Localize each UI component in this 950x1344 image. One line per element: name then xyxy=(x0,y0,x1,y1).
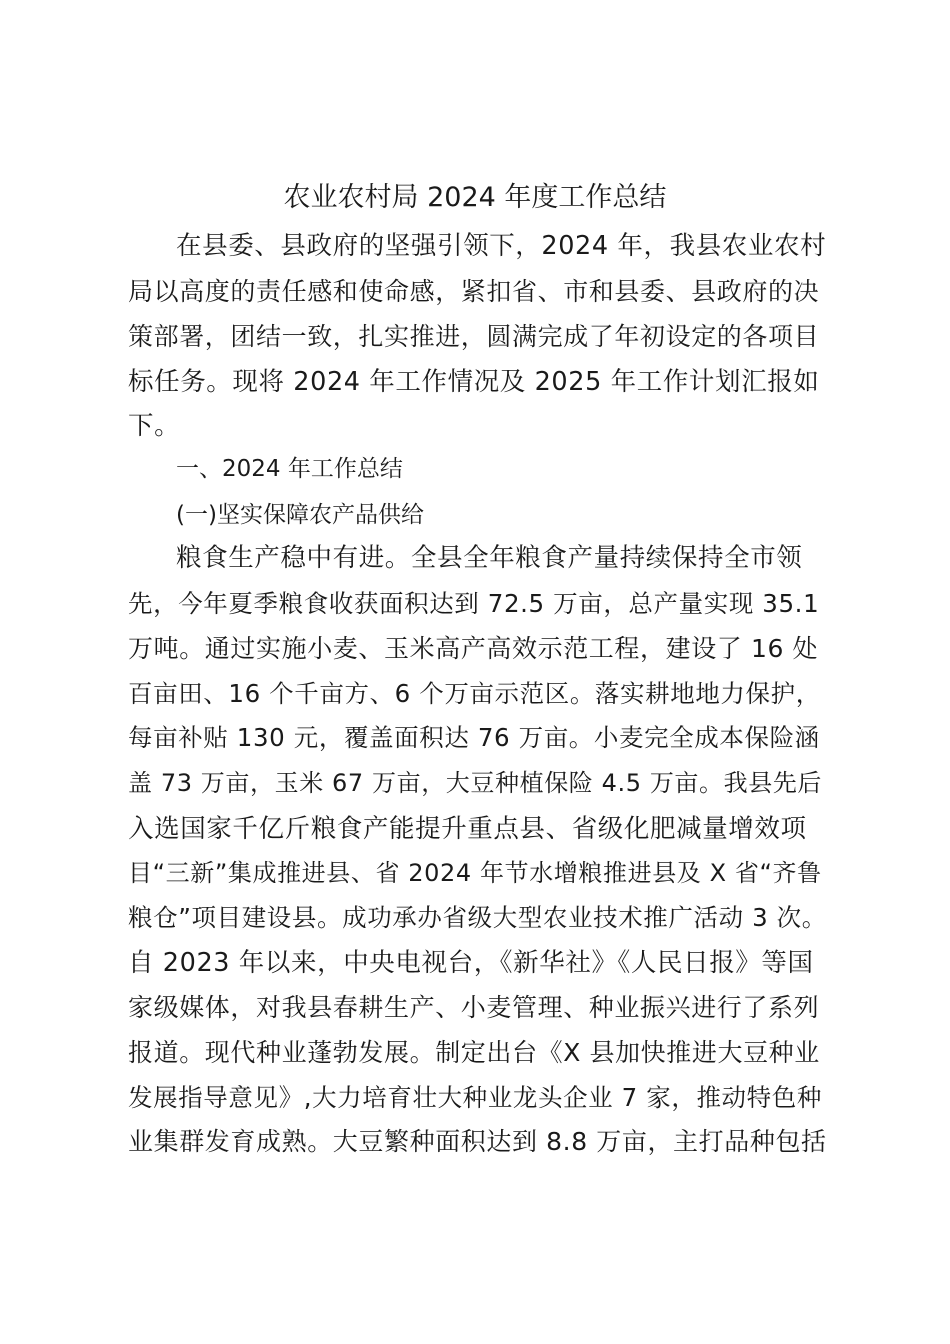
body-line: 先，今年夏季粮食收获面积达到 72.5 万亩，总产量实现 35.1 xyxy=(128,589,820,618)
body-line: 报道。现代种业蓬勃发展。制定出台《X 县加快推进大豆种业 xyxy=(128,1038,820,1067)
intro-line: 策部署，团结一致，扎实推进，圆满完成了年初设定的各项目 xyxy=(128,322,820,351)
intro-line: 局以高度的责任感和使命感，紧扣省、市和县委、县政府的决 xyxy=(128,277,820,306)
body-line: 粮仓”项目建设县。成功承办省级大型农业技术推广活动 3 次。 xyxy=(128,903,827,932)
body-line: 每亩补贴 130 元，覆盖面积达 76 万亩。小麦完全成本保险涵 xyxy=(128,723,820,752)
body-line: 业集群发育成熟。大豆繁种面积达到 8.8 万亩，主打品种包括 xyxy=(128,1127,827,1156)
body-line: 家级媒体，对我县春耕生产、小麦管理、种业振兴进行了系列 xyxy=(128,993,820,1022)
body-line: 盖 73 万亩，玉米 67 万亩，大豆种植保险 4.5 万亩。我县先后 xyxy=(128,769,823,797)
intro-line: 在县委、县政府的坚强引领下，2024 年，我县农业农村 xyxy=(176,231,827,261)
intro-line: 下。 xyxy=(128,411,181,441)
body-line: 入选国家千亿斤粮食产能提升重点县、省级化肥减量增效项 xyxy=(128,814,807,844)
body-line: 万吨。通过实施小麦、玉米高产高效示范工程，建设了 16 处 xyxy=(128,634,819,663)
body-line: 自 2023 年以来，中央电视台，《新华社》《人民日报》等国 xyxy=(128,948,814,978)
body-line: 百亩田、16 个千亩方、6 个万亩示范区。落实耕地地力保护， xyxy=(128,679,821,708)
body-line: 粮食生产稳中有进。全县全年粮食产量持续保持全市领 xyxy=(176,543,803,573)
body-line: 目“三新”集成推进县、省 2024 年节水增粮推进县及 X 省“齐鲁 xyxy=(128,859,822,887)
document-title: 农业农村局 2024 年度工作总结 xyxy=(283,182,667,213)
subsection-heading: (一)坚实保障农产品供给 xyxy=(176,502,424,528)
body-line: 发展指导意见》,大力培育壮大种业龙头企业 7 家，推动特色种 xyxy=(128,1083,822,1112)
intro-line: 标任务。现将 2024 年工作情况及 2025 年工作计划汇报如 xyxy=(128,367,820,397)
section-heading: 一、2024 年工作总结 xyxy=(176,456,403,482)
